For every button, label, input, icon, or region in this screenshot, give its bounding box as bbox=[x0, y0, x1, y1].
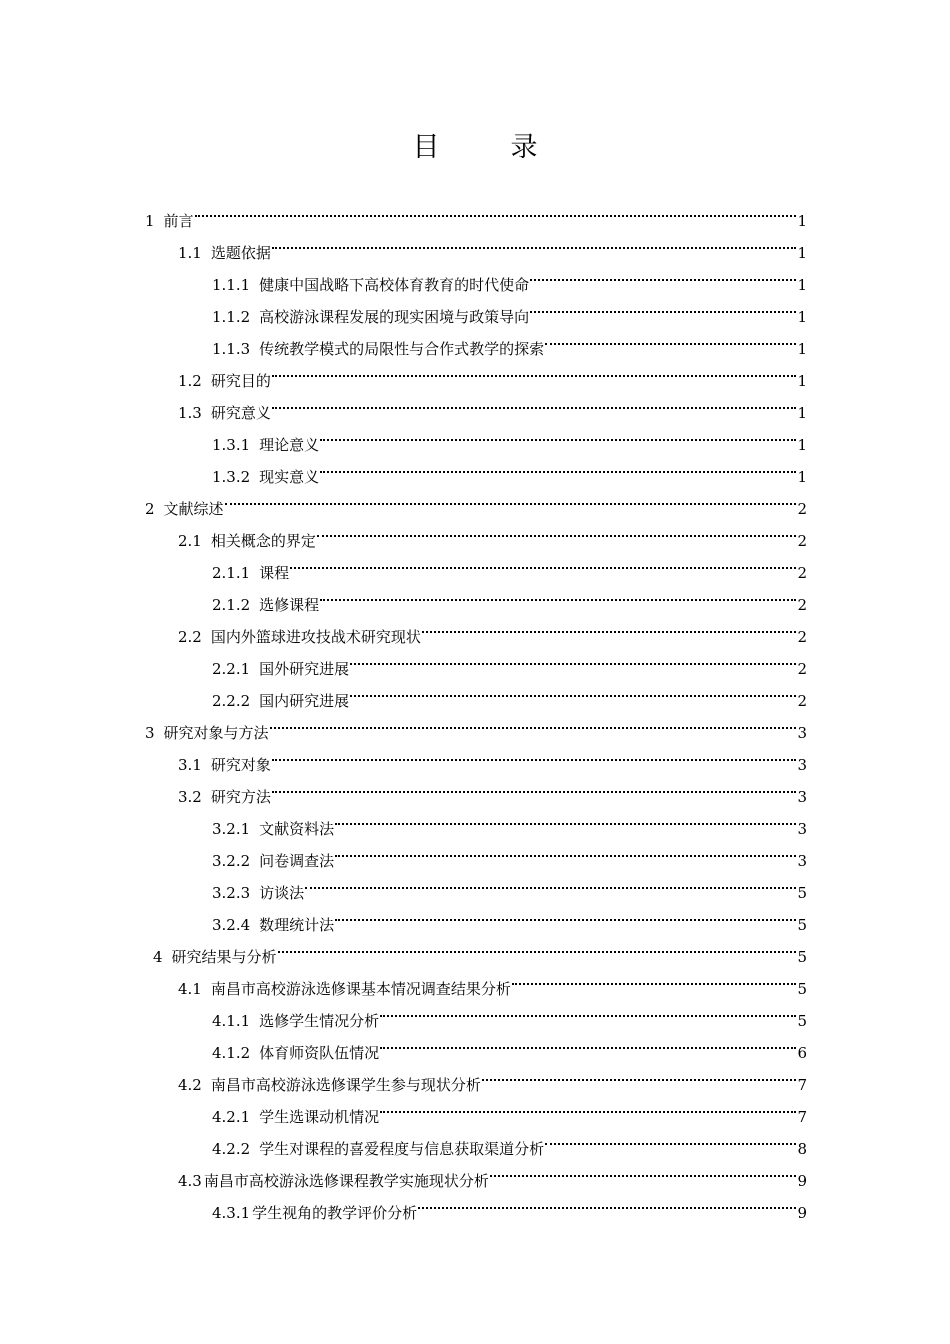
toc-entry-page-number: 8 bbox=[797, 1140, 807, 1158]
toc-dot-leader bbox=[320, 420, 796, 450]
toc-entry-page-number: 2 bbox=[797, 660, 807, 678]
toc-entry-page-number: 5 bbox=[797, 916, 807, 934]
toc-dot-leader bbox=[350, 676, 796, 706]
toc-dot-leader bbox=[305, 868, 796, 898]
toc-entry-page-number: 1 bbox=[797, 404, 807, 422]
toc-entry-number: 1 bbox=[145, 212, 155, 230]
toc-entry-page-number: 3 bbox=[797, 820, 807, 838]
toc-entry-number: 3.1 bbox=[178, 756, 202, 774]
toc-entry-number: 3.2.2 bbox=[212, 852, 251, 870]
toc-entry[interactable] bbox=[178, 516, 807, 550]
toc-entry[interactable] bbox=[178, 772, 807, 806]
toc-entry-page-number: 1 bbox=[797, 436, 807, 454]
toc-entry-number: 1.1 bbox=[178, 244, 202, 262]
toc-entry-number: 3.2.4 bbox=[212, 916, 251, 934]
toc-entry-number: 4.1.2 bbox=[212, 1044, 251, 1062]
toc-entry-page-number: 2 bbox=[797, 596, 807, 614]
toc-entry[interactable] bbox=[212, 900, 807, 934]
toc-entry[interactable] bbox=[212, 452, 807, 486]
toc-entry-page-number: 1 bbox=[797, 308, 807, 326]
toc-entry-title: 国内外篮球进攻技战术研究现状 bbox=[210, 628, 421, 646]
toc-dot-leader bbox=[545, 324, 796, 354]
toc-dot-leader bbox=[272, 740, 797, 770]
toc-entry-title: 数理统计法 bbox=[259, 916, 335, 934]
toc-entry[interactable] bbox=[212, 292, 807, 326]
toc-dot-leader bbox=[350, 644, 796, 674]
toc-entry-title: 相关概念的界定 bbox=[210, 532, 316, 550]
toc-dot-leader bbox=[272, 772, 797, 802]
toc-entry-page-number: 7 bbox=[797, 1076, 807, 1094]
toc-entry-number: 1.3.2 bbox=[212, 468, 251, 486]
toc-entry-title: 理论意义 bbox=[259, 436, 320, 454]
toc-entry-page-number: 5 bbox=[797, 1012, 807, 1030]
toc-entry-title: 研究对象 bbox=[210, 756, 271, 774]
toc-entry-title: 学生选课动机情况 bbox=[259, 1108, 380, 1126]
toc-entry-title: 研究目的 bbox=[210, 372, 271, 390]
toc-entry-number: 4.2.1 bbox=[212, 1108, 251, 1126]
toc-dot-leader bbox=[422, 612, 797, 642]
toc-entry-number: 2.2 bbox=[178, 628, 202, 646]
toc-entry-number: 1.2 bbox=[178, 372, 202, 390]
toc-entry-title: 传统教学模式的局限性与合作式教学的探索 bbox=[259, 340, 545, 358]
toc-entry-page-number: 5 bbox=[797, 980, 807, 998]
toc-entry-number: 2.2.1 bbox=[212, 660, 251, 678]
toc-entry-title: 文献综述 bbox=[163, 500, 224, 518]
toc-entry-title: 选题依据 bbox=[210, 244, 271, 262]
toc-entry[interactable] bbox=[212, 1028, 807, 1062]
toc-dot-leader bbox=[482, 1060, 797, 1090]
toc-entry-title: 学生视角的教学评价分析 bbox=[252, 1204, 418, 1222]
toc-entry[interactable] bbox=[178, 356, 807, 390]
toc-entry-number: 4.1.1 bbox=[212, 1012, 251, 1030]
toc-entry-page-number: 7 bbox=[797, 1108, 807, 1126]
toc-entry-page-number: 2 bbox=[797, 628, 807, 646]
toc-entry-page-number: 1 bbox=[797, 340, 807, 358]
toc-entry-number: 1.3.1 bbox=[212, 436, 251, 454]
toc-entry-number: 4.3.1 bbox=[212, 1204, 251, 1222]
toc-entry-number: 3.2.3 bbox=[212, 884, 251, 902]
toc-dot-leader bbox=[272, 388, 797, 418]
toc-entry[interactable] bbox=[212, 644, 807, 678]
toc-entry-page-number: 2 bbox=[797, 500, 807, 518]
toc-entry-title: 健康中国战略下高校体育教育的时代使命 bbox=[259, 276, 530, 294]
toc-entry-title: 南昌市高校游泳选修课基本情况调查结果分析 bbox=[210, 980, 511, 998]
toc-entry-page-number: 1 bbox=[797, 372, 807, 390]
toc-entry-page-number: 3 bbox=[797, 724, 807, 742]
toc-entry-title: 南昌市高校游泳选修课程教学实施现状分析 bbox=[203, 1172, 489, 1190]
toc-dot-leader bbox=[335, 900, 796, 930]
toc-entry-title: 前言 bbox=[163, 212, 194, 230]
toc-entry[interactable] bbox=[212, 580, 807, 614]
toc-dot-leader bbox=[290, 548, 796, 578]
toc-entry-page-number: 3 bbox=[797, 756, 807, 774]
toc-entry-page-number: 5 bbox=[797, 884, 807, 902]
toc-entry-page-number: 9 bbox=[797, 1204, 807, 1222]
toc-entry-number: 1.3 bbox=[178, 404, 202, 422]
toc-entry-page-number: 3 bbox=[797, 788, 807, 806]
toc-dot-leader bbox=[272, 356, 797, 386]
toc-entry-page-number: 9 bbox=[797, 1172, 807, 1190]
toc-entry-title: 研究意义 bbox=[210, 404, 271, 422]
toc-dot-leader bbox=[380, 1028, 796, 1058]
toc-dot-leader bbox=[278, 932, 797, 962]
toc-entry[interactable] bbox=[212, 1124, 807, 1158]
toc-entry[interactable] bbox=[212, 1092, 807, 1126]
toc-entry-page-number: 6 bbox=[797, 1044, 807, 1062]
toc-entry[interactable] bbox=[178, 964, 807, 998]
toc-entry[interactable] bbox=[212, 548, 807, 582]
toc-entry-title: 学生对课程的喜爱程度与信息获取渠道分析 bbox=[259, 1140, 545, 1158]
toc-entry[interactable] bbox=[178, 228, 807, 262]
toc-entry-number: 4 bbox=[153, 948, 163, 966]
toc-entry-title: 体育师资队伍情况 bbox=[259, 1044, 380, 1062]
toc-entry[interactable] bbox=[178, 1156, 807, 1190]
toc-entry-number: 4.2.2 bbox=[212, 1140, 251, 1158]
toc-dot-leader bbox=[418, 1188, 796, 1218]
toc-dot-leader bbox=[335, 836, 796, 866]
toc-entry-title: 南昌市高校游泳选修课学生参与现状分析 bbox=[210, 1076, 481, 1094]
toc-entry[interactable] bbox=[212, 676, 807, 710]
toc-entry-title: 问卷调查法 bbox=[259, 852, 335, 870]
page-title: 目 录 bbox=[412, 132, 560, 163]
toc-dot-leader bbox=[512, 964, 797, 994]
toc-entry-number: 4.3 bbox=[178, 1172, 202, 1190]
toc-dot-leader bbox=[545, 1124, 796, 1154]
toc-entry-page-number: 1 bbox=[797, 212, 807, 230]
toc-entry[interactable] bbox=[212, 1188, 807, 1222]
toc-entry-title: 研究对象与方法 bbox=[163, 724, 269, 742]
toc-dot-leader bbox=[380, 1092, 796, 1122]
toc-dot-leader bbox=[490, 1156, 797, 1186]
toc-dot-leader bbox=[530, 260, 796, 290]
toc-entry-title: 访谈法 bbox=[259, 884, 305, 902]
toc-entry-page-number: 1 bbox=[797, 276, 807, 294]
toc-entry-number: 3.2 bbox=[178, 788, 202, 806]
toc-entry[interactable] bbox=[212, 804, 807, 838]
toc-dot-leader bbox=[270, 708, 797, 738]
toc-dot-leader bbox=[317, 516, 797, 546]
toc-entry[interactable] bbox=[212, 836, 807, 870]
toc-entry[interactable] bbox=[212, 324, 807, 358]
toc-entry-title: 课程 bbox=[259, 564, 290, 582]
toc-entry[interactable] bbox=[178, 612, 807, 646]
toc-entry-title: 选修学生情况分析 bbox=[259, 1012, 380, 1030]
toc-entry[interactable] bbox=[178, 388, 807, 422]
toc-entry-page-number: 2 bbox=[797, 564, 807, 582]
toc-dot-leader bbox=[195, 196, 797, 226]
toc-dot-leader bbox=[225, 484, 797, 514]
toc-entry-page-number: 5 bbox=[797, 948, 807, 966]
toc-entry-number: 2.1.2 bbox=[212, 596, 251, 614]
toc-entry-title: 研究结果与分析 bbox=[171, 948, 277, 966]
toc-entry-number: 2.2.2 bbox=[212, 692, 251, 710]
toc-entry-number: 2.1 bbox=[178, 532, 202, 550]
toc-entry-number: 1.1.1 bbox=[212, 276, 251, 294]
toc-entry-number: 1.1.2 bbox=[212, 308, 251, 326]
toc-entry[interactable] bbox=[145, 708, 807, 742]
toc-entry-page-number: 2 bbox=[797, 692, 807, 710]
toc-entry-title: 选修课程 bbox=[259, 596, 320, 614]
toc-entry-number: 2 bbox=[145, 500, 155, 518]
toc-entry[interactable] bbox=[212, 996, 807, 1030]
toc-dot-leader bbox=[380, 996, 796, 1026]
toc-entry[interactable] bbox=[212, 420, 807, 454]
toc-entry-number: 4.2 bbox=[178, 1076, 202, 1094]
toc-entry[interactable] bbox=[212, 260, 807, 294]
toc-entry-number: 3.2.1 bbox=[212, 820, 251, 838]
toc-entry[interactable] bbox=[153, 932, 807, 966]
toc-entry-page-number: 2 bbox=[797, 532, 807, 550]
toc-dot-leader bbox=[320, 580, 796, 610]
toc-entry-title: 研究方法 bbox=[210, 788, 271, 806]
toc-entry[interactable] bbox=[212, 868, 807, 902]
toc-entry-page-number: 1 bbox=[797, 244, 807, 262]
toc-dot-leader bbox=[530, 292, 796, 322]
toc-entry[interactable] bbox=[145, 484, 807, 518]
toc-entry-title: 文献资料法 bbox=[259, 820, 335, 838]
toc-entry-title: 国外研究进展 bbox=[259, 660, 350, 678]
toc-entry-number: 1.1.3 bbox=[212, 340, 251, 358]
toc-entry-page-number: 3 bbox=[797, 852, 807, 870]
toc-dot-leader bbox=[335, 804, 796, 834]
toc-entry-number: 2.1.1 bbox=[212, 564, 251, 582]
toc-entry[interactable] bbox=[178, 1060, 807, 1094]
toc-entry-title: 现实意义 bbox=[259, 468, 320, 486]
toc-entry-number: 3 bbox=[145, 724, 155, 742]
toc-entry-title: 高校游泳课程发展的现实困境与政策导向 bbox=[259, 308, 530, 326]
toc-entry[interactable] bbox=[145, 196, 807, 230]
toc-entry-title: 国内研究进展 bbox=[259, 692, 350, 710]
toc-entry-page-number: 1 bbox=[797, 468, 807, 486]
toc-entry-number: 4.1 bbox=[178, 980, 202, 998]
toc-entry[interactable] bbox=[178, 740, 807, 774]
toc-dot-leader bbox=[320, 452, 796, 482]
toc-dot-leader bbox=[272, 228, 797, 258]
